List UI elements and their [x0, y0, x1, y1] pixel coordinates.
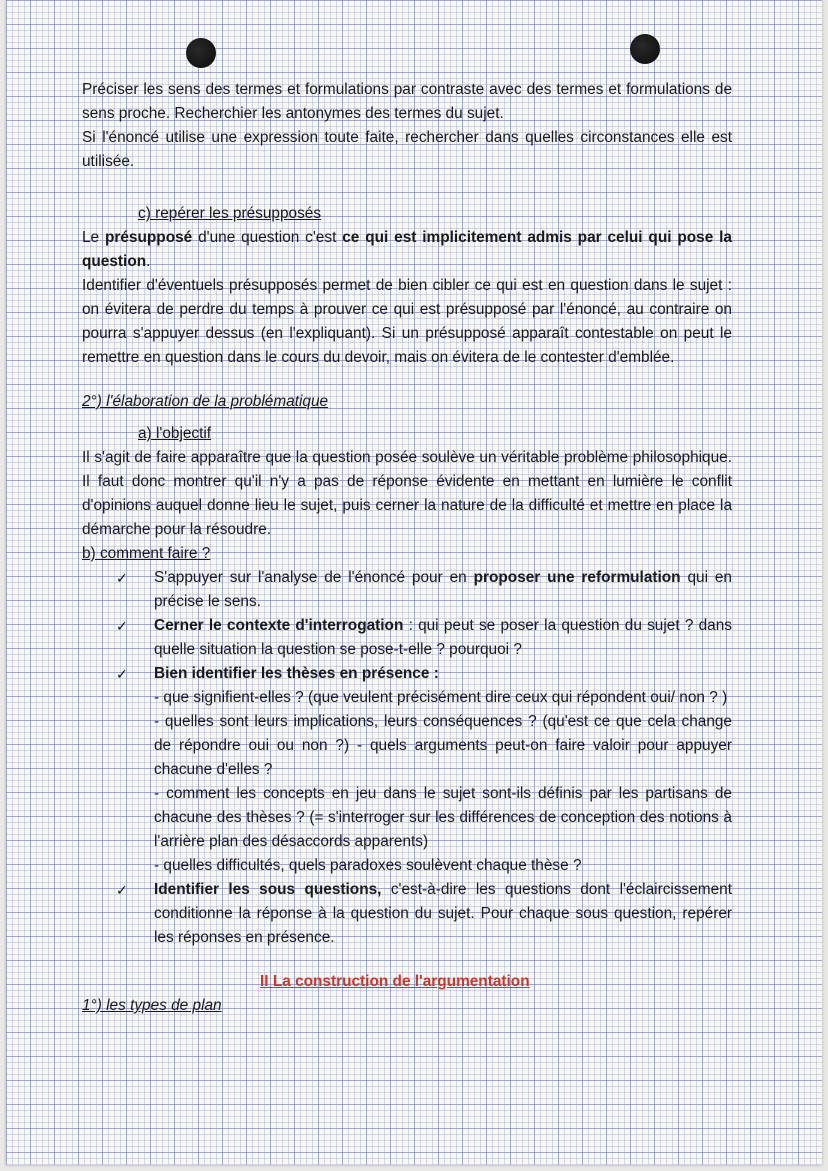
presupposition-definition: Le présupposé d'une question c'est ce qui est implicitement admis par celui qui pose la question. — [82, 229, 732, 270]
method-heading: b) comment faire ? — [82, 545, 211, 562]
check-item-sub-questions: ✓ Identifier les sous questions, c'est-à-dire les questions dont l'éclaircissement conditionne la réponse à la question du sujet. Pour chaque sous question, repérer les réponses en présence. — [116, 878, 732, 950]
section-2-heading: 2°) l'élaboration de la problématique — [82, 393, 329, 410]
method-checklist — [116, 566, 732, 950]
notebook-page — [6, 0, 822, 1165]
plan-types-heading: 1°) les types de plan — [82, 997, 222, 1014]
punch-hole-left — [186, 38, 216, 68]
check-item-reformulation: ✓ S'appuyer sur l'analyse de l'énoncé pour en proposer une reformulation qui en précise le sens. — [116, 566, 732, 614]
part-2-title: II La construction de l'argumentation — [260, 973, 530, 990]
checkmark-icon: ✓ — [116, 618, 128, 634]
punch-hole-right — [630, 34, 660, 64]
presupposition-body: Identifier d'éventuels présupposés permet de bien cibler ce qui est en question dans le sujet : on évitera de perdre du temps à prouver ce qui est présupposé par l'énoncé, au contraire on pourra s'appuyer dessus (en l'expliquant). Si un présupposé apparaît contestable on peut le remettre en question dans le cours du devoir, mais on évitera de le contester d'emblée. — [82, 277, 732, 366]
objective-body: Il s'agit de faire apparaître que la question posée soulève un véritable problème philosophique. Il faut donc montrer qu'il n'y a pas de réponse évidente en mettant en lumière le conflit d'opinions auquel donne lieu le sujet, puis cerner la nature de la difficulté et mettre en place la démarche pour la résoudre. — [82, 449, 732, 538]
intro-paragraph-1: Préciser les sens des termes et formulations par contraste avec des termes et formulations de sens proche. Recherchier les antonymes des termes du sujet. — [82, 81, 732, 122]
theses-question-2: - quelles sont leurs implications, leurs conséquences ? (qu'est ce que cela change de répondre oui ou non ?) - quels arguments peut-on faire valoir pour appuyer chacune d'elles ? — [154, 713, 732, 778]
checkmark-icon: ✓ — [116, 666, 128, 682]
check-item-theses: ✓ Bien identifier les thèses en présence : - que signifient-elles ? (que veulent précisément dire ceux qui répondent oui/ non ? ) - quelles sont leurs implications, leurs conséquences ? (qu'est ce que cela change de répondre oui ou non ?) - quels arguments peut-on faire valoir pour appuyer chacune d'elles ? - comment les concepts en jeu dans le sujet sont-ils définis par les partisans de chacune des thèses ? (= s'interroger sur les différences de conception des notions à l'arrière plan des désaccords apparents) - quelles difficultés, quels paradoxes soulèvent chaque thèse ? — [116, 662, 732, 878]
theses-question-1: - que signifient-elles ? (que veulent précisément dire ceux qui répondent oui/ non ? ) — [154, 689, 728, 706]
theses-question-3: - comment les concepts en jeu dans le sujet sont-ils définis par les partisans de chacune des thèses ? (= s'interroger sur les différences de conception des notions à l'arrière plan des désaccords apparents) — [154, 785, 732, 850]
page-text — [82, 78, 732, 1018]
section-c-heading: c) repérer les présupposés — [138, 205, 322, 222]
objective-heading: a) l'objectif — [138, 425, 212, 442]
checkmark-icon: ✓ — [116, 570, 128, 586]
check-item-context: ✓ Cerner le contexte d'interrogation : qui peut se poser la question du sujet ? dans quelle situation la question se pose-t-elle ? pourquoi ? — [116, 614, 732, 662]
checkmark-icon: ✓ — [116, 882, 128, 898]
intro-paragraph-2: Si l'énoncé utilise une expression toute faite, rechercher dans quelles circonstances elle est utilisée. — [82, 129, 732, 170]
theses-question-4: - quelles difficultés, quels paradoxes soulèvent chaque thèse ? — [154, 857, 582, 874]
